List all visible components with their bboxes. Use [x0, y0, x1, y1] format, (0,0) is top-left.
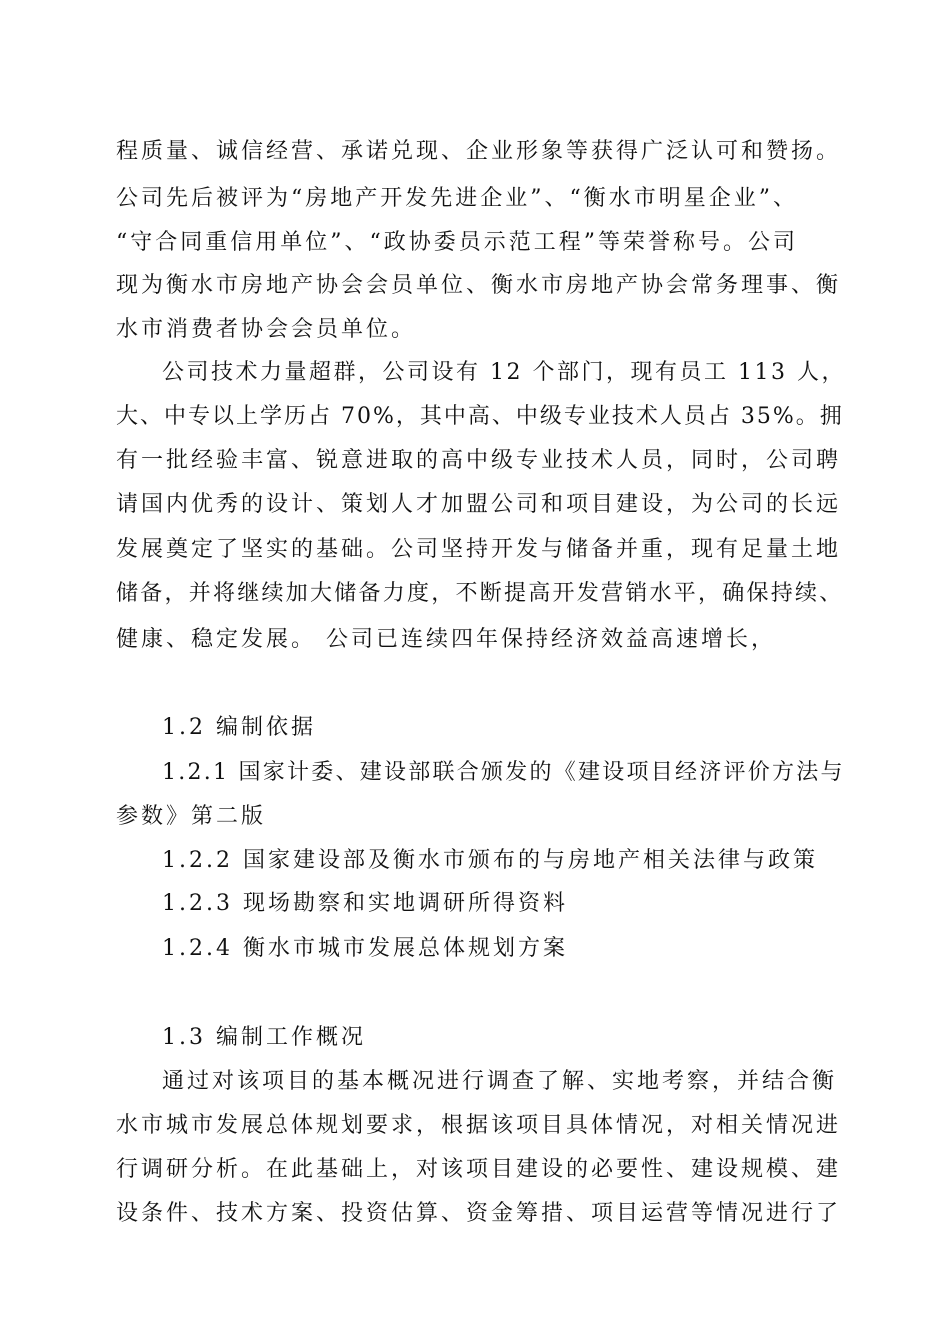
paragraph-2-line-7: 健康、稳定发展。 公司已连续四年保持经济效益高速增长， [116, 627, 776, 652]
section-1-2-item-4: 1.2.4 衡水市城市发展总体规划方案 [162, 936, 568, 961]
paragraph-2-line-3: 有一批经验丰富、锐意进取的高中级专业技术人员，同时，公司聘 [116, 448, 842, 473]
paragraph-1-line-2: 公司先后被评为“房地产开发先进企业”、“衡水市明星企业”、 [116, 186, 798, 211]
section-1-2-item-3: 1.2.3 现场勘察和实地调研所得资料 [162, 891, 568, 916]
paragraph-2-line-5: 发展奠定了坚实的基础。公司坚持开发与储备并重，现有足量土地 [116, 537, 842, 562]
paragraph-1-line-5: 水市消费者协会会员单位。 [116, 317, 417, 342]
section-1-2-item-1-line-2: 参数》第二版 [116, 804, 267, 829]
section-1-2-item-2: 1.2.2 国家建设部及衡水市颁布的与房地产相关法律与政策 [162, 848, 818, 873]
paragraph-1-line-3: “守合同重信用单位”、“政协委员示范工程”等荣誉称号。公司 [116, 230, 798, 255]
section-1-3-body-line-1: 通过对该项目的基本概况进行调查了解、实地考察，并结合衡 [162, 1069, 838, 1094]
paragraph-2-line-2: 大、中专以上学历占 70%，其中高、中级专业技术人员占 35%。拥 [116, 404, 844, 429]
paragraph-1-line-4: 现为衡水市房地产协会会员单位、衡水市房地产协会常务理事、衡 [116, 273, 842, 298]
section-1-3-heading: 1.3 编制工作概况 [162, 1025, 366, 1050]
paragraph-2-line-4: 请国内优秀的设计、策划人才加盟公司和项目建设，为公司的长远 [116, 492, 842, 517]
paragraph-2-line-6: 储备，并将继续加大储备力度，不断提高开发营销水平，确保持续、 [116, 581, 844, 606]
paragraph-2-line-1: 公司技术力量超群，公司设有 12 个部门，现有员工 113 人， [162, 360, 846, 385]
section-1-3-body-line-4: 设条件、技术方案、投资估算、资金筹措、项目运营等情况进行了 [116, 1201, 842, 1226]
section-1-2-item-1-line-1: 1.2.1 国家计委、建设部联合颁发的《建设项目经济评价方法与 [162, 760, 845, 785]
section-1-3-body-line-2: 水市城市发展总体规划要求，根据该项目具体情况，对相关情况进 [116, 1113, 842, 1138]
section-1-3-body-line-3: 行调研分析。在此基础上，对该项目建设的必要性、建设规模、建 [116, 1157, 842, 1182]
paragraph-1-line-1: 程质量、诚信经营、承诺兑现、企业形象等获得广泛认可和赞扬。 [116, 139, 842, 164]
section-1-2-heading: 1.2 编制依据 [162, 715, 316, 740]
